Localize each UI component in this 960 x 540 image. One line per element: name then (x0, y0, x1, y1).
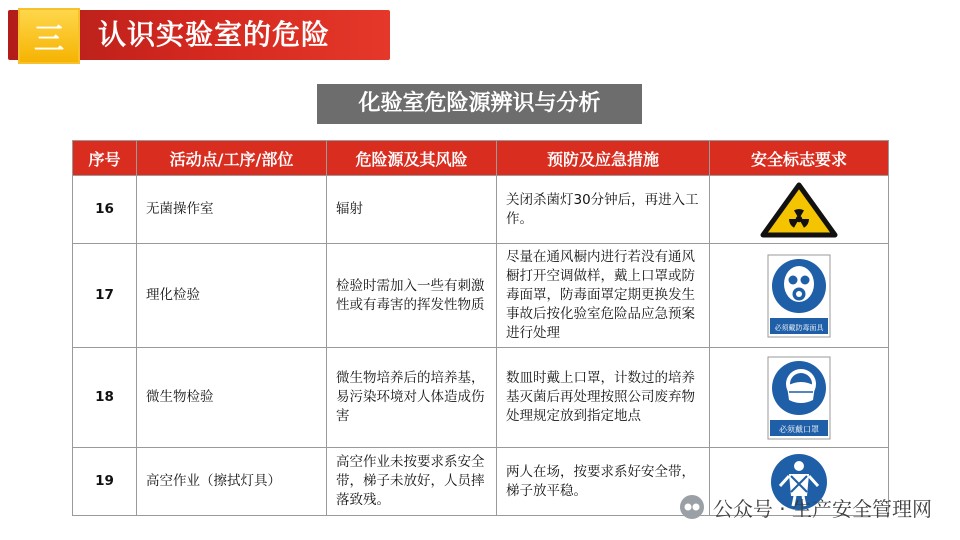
row-sign-cell (710, 244, 889, 348)
header-serial: 序号 (73, 141, 137, 176)
row-number: 16 (73, 176, 137, 244)
hazard-table (72, 140, 889, 516)
row-measures: 尽量在通风橱内进行若没有通风橱打开空调做样，戴上口罩或防毒面罩，防毒面罩定期更换发生事故后按化验室危险品应急预案进行处理 (497, 244, 710, 348)
row-number: 18 (73, 348, 137, 448)
row-activity: 微生物检验 (137, 348, 327, 448)
row-sign-cell (710, 176, 889, 244)
watermark-text: 公众号 · 生产安全管理网 (712, 496, 932, 521)
watermark (679, 492, 932, 522)
table-row (73, 348, 889, 448)
row-hazard: 检验时需加入一些有刺激性或有毒害的挥发性物质 (327, 244, 497, 348)
header-hazard: 危险源及其风险 (327, 141, 497, 176)
gas-mask-icon (767, 254, 831, 338)
row-activity: 高空作业（擦拭灯具） (137, 448, 327, 516)
row-measures: 关闭杀菌灯30分钟后，再进入工作。 (497, 176, 710, 244)
table-row (73, 244, 889, 348)
section-title: 认识实验室的危险 (98, 18, 331, 51)
row-measures: 两人在场，按要求系好安全带，梯子放平稳。 (497, 448, 710, 516)
face-mask-icon (767, 356, 831, 440)
row-hazard: 高空作业未按要求系安全带，梯子未放好，人员摔落致残。 (327, 448, 497, 516)
wechat-logo-icon (679, 494, 705, 520)
table-header-row (73, 141, 889, 176)
row-activity: 无菌操作室 (137, 176, 327, 244)
gas-mask-sign-text: 必须戴防毒面具 (774, 323, 824, 332)
header-activity: 活动点/工序/部位 (137, 141, 327, 176)
row-measures: 数皿时戴上口罩，计数过的培养基灭菌后再处理按照公司废弃物处理规定放到指定地点 (497, 348, 710, 448)
section-number: 三 (18, 8, 80, 64)
header-safety-sign: 安全标志要求 (710, 141, 889, 176)
row-hazard: 辐射 (327, 176, 497, 244)
page-subtitle: 化验室危险源辨识与分析 (317, 84, 642, 124)
row-number: 17 (73, 244, 137, 348)
row-sign-cell (710, 348, 889, 448)
radiation-warning-icon (760, 182, 838, 238)
face-mask-sign-text: 必须戴口罩 (779, 424, 819, 434)
row-hazard: 微生物培养后的培养基，易污染环境对人体造成伤害 (327, 348, 497, 448)
row-number: 19 (73, 448, 137, 516)
table-row (73, 176, 889, 244)
row-activity: 理化检验 (137, 244, 327, 348)
header-measures: 预防及应急措施 (497, 141, 710, 176)
